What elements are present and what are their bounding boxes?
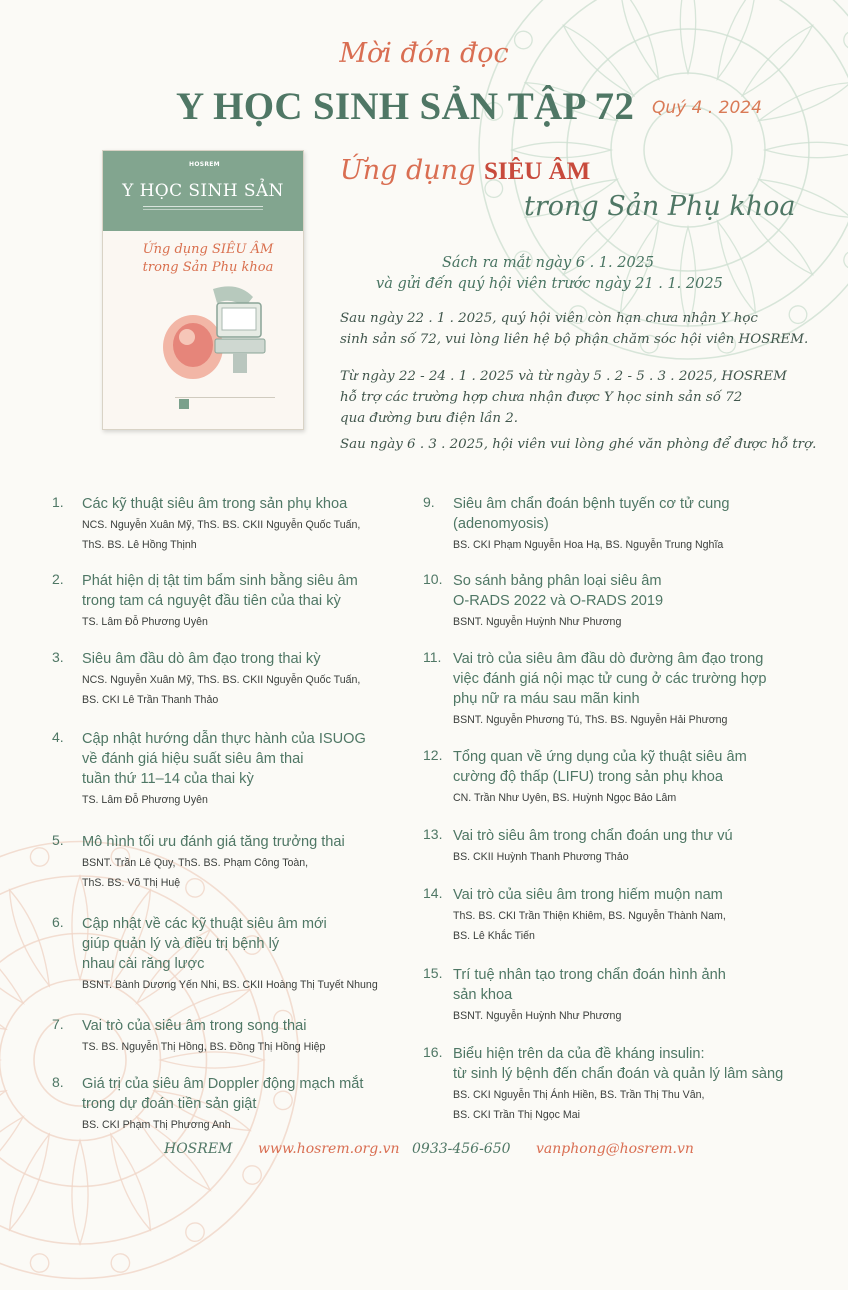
article-title-line: trong tam cá nguyệt đầu tiên của thai kỳ bbox=[82, 593, 341, 609]
article-item bbox=[52, 494, 422, 555]
article-author-line: NCS. Nguyễn Xuân Mỹ, ThS. BS. CKII Nguyễn Quốc Tuấn, bbox=[82, 674, 361, 686]
article-authors bbox=[82, 1115, 422, 1135]
article-number: 11. bbox=[423, 649, 442, 665]
article-title-line: về đánh giá hiệu suất siêu âm thai bbox=[82, 751, 304, 767]
article-number: 3. bbox=[52, 649, 64, 665]
article-authors bbox=[453, 710, 793, 730]
article-authors bbox=[453, 612, 793, 632]
article-title-line: Mô hình tối ưu đánh giá tăng trưởng thai bbox=[82, 834, 345, 850]
article-title bbox=[453, 1044, 793, 1084]
notice-line: Sau ngày 22 . 1 . 2025, quý hội viên còn hạn chưa nhận Y học bbox=[340, 311, 758, 326]
article-title-line: Vai trò của siêu âm đầu dò đường âm đạo trong bbox=[453, 651, 764, 667]
article-item bbox=[423, 747, 793, 808]
article-authors bbox=[82, 612, 422, 632]
mandala-petal bbox=[710, 218, 762, 315]
notice-line: hỗ trợ các trường hợp chưa nhận được Y học sinh sản số 72 bbox=[340, 390, 743, 405]
article-authors bbox=[453, 535, 793, 555]
article-title-line: Cập nhật về các kỹ thuật siêu âm mới bbox=[82, 916, 327, 932]
article-author-line: ThS. BS. Võ Thị Huệ bbox=[82, 877, 181, 889]
article-author-line: BS. CKII Huỳnh Thanh Phương Thảo bbox=[453, 851, 629, 863]
article-author-line: TS. Lâm Đỗ Phương Uyên bbox=[82, 616, 208, 628]
article-item bbox=[423, 571, 793, 632]
cover-divider bbox=[143, 206, 263, 210]
article-authors bbox=[453, 1085, 793, 1125]
article-authors bbox=[82, 1037, 422, 1057]
article-title bbox=[82, 914, 422, 974]
article-title-line: Cập nhật hướng dẫn thực hành của ISUOG bbox=[82, 731, 366, 747]
article-author-line: BSNT. Nguyễn Huỳnh Như Phương bbox=[453, 616, 622, 628]
notice-line: Sau ngày 6 . 3 . 2025, hội viên vui lòng ghé văn phòng để được hỗ trợ. bbox=[340, 437, 817, 452]
cover-theme-line2: trong Sản Phụ khoa bbox=[142, 260, 274, 275]
article-number: 12. bbox=[423, 747, 443, 763]
article-title bbox=[82, 649, 422, 669]
article-title-line: Siêu âm chẩn đoán bệnh tuyến cơ tử cung bbox=[453, 496, 730, 512]
notice-1 bbox=[340, 308, 830, 350]
mandala-dot bbox=[182, 1219, 208, 1245]
subject-prefix: Ứng dụng bbox=[340, 155, 484, 186]
book-cover bbox=[102, 150, 304, 430]
mandala-petal bbox=[756, 76, 848, 128]
mandala-petal bbox=[0, 982, 9, 1036]
notice-line: Từ ngày 22 - 24 . 1 . 2025 và từ ngày 5 . 2 - 5 . 3 . 2025, HOSREM bbox=[340, 369, 787, 384]
article-number: 14. bbox=[423, 885, 443, 901]
article-number: 15. bbox=[423, 965, 443, 981]
article-item bbox=[52, 649, 422, 710]
article-number: 16. bbox=[423, 1044, 443, 1060]
article-title-line: việc đánh giá nội mạc tử cung ở các trường hợp bbox=[453, 671, 767, 687]
article-author-line: BS. CKI Lê Trần Thanh Thảo bbox=[82, 694, 219, 706]
mandala-petal bbox=[765, 142, 848, 157]
mandala-petal bbox=[0, 1111, 29, 1196]
mandala-dot bbox=[239, 1162, 265, 1188]
article-title-line: Trí tuệ nhân tạo trong chẩn đoán hình ảnh bbox=[453, 967, 726, 983]
article-title bbox=[453, 571, 793, 611]
article-number: 9. bbox=[423, 494, 435, 510]
article-title-line: Tổng quan về ứng dụng của kỹ thuật siêu âm bbox=[453, 749, 747, 765]
cover-logo: HOSREM bbox=[189, 161, 220, 168]
ultrasound-illustration bbox=[153, 279, 273, 389]
article-title-line: từ sinh lý bệnh đến chẩn đoán và quản lý lâm sàng bbox=[453, 1066, 784, 1082]
article-item bbox=[52, 571, 422, 632]
article-author-line: BS. CKI Nguyễn Thị Ánh Hiền, BS. Trần Thị Thu Vân, bbox=[453, 1089, 705, 1101]
mandala-petal bbox=[2, 887, 56, 989]
article-title-line: Siêu âm đầu dò âm đạo trong thai kỳ bbox=[82, 651, 321, 667]
article-author-line: BS. CKI Phạm Thị Phương Anh bbox=[82, 1119, 231, 1131]
article-title-line: phụ nữ ra máu sau mãn kinh bbox=[453, 691, 640, 707]
article-title-line: sản khoa bbox=[453, 987, 513, 1003]
article-title bbox=[82, 494, 422, 514]
article-author-line: BS. CKI Phạm Nguyễn Hoa Hạ, BS. Nguyễn Trung Nghĩa bbox=[453, 539, 724, 551]
article-authors bbox=[453, 1006, 793, 1026]
article-title-line: trong dự đoán tiền sản giật bbox=[82, 1096, 257, 1112]
article-title bbox=[82, 1016, 422, 1036]
article-title bbox=[453, 965, 793, 1005]
article-number: 8. bbox=[52, 1074, 64, 1090]
notice-line: sinh sản số 72, vui lòng liên hệ bộ phận chăm sóc hội viên HOSREM. bbox=[340, 332, 809, 347]
article-author-line: NCS. Nguyễn Xuân Mỹ, ThS. BS. CKII Nguyễn Quốc Tuấn, bbox=[82, 519, 361, 531]
article-item bbox=[52, 729, 422, 810]
notice-3 bbox=[340, 434, 830, 455]
cover-theme-line1: Ứng dụng SIÊU ÂM bbox=[142, 242, 274, 257]
article-title-line: Giá trị của siêu âm Doppler động mạch mắt bbox=[82, 1076, 364, 1092]
footer-email-link[interactable]: vanphong@hosrem.vn bbox=[536, 1141, 694, 1157]
article-number: 7. bbox=[52, 1016, 64, 1032]
article-authors bbox=[82, 975, 422, 995]
article-author-line: BSNT. Nguyễn Phương Tú, ThS. BS. Nguyễn Hải Phương bbox=[453, 714, 728, 726]
mandala-dot bbox=[840, 248, 848, 272]
article-item bbox=[423, 885, 793, 946]
contents-left-column bbox=[52, 494, 422, 1135]
article-title bbox=[82, 832, 422, 852]
article-author-line: BSNT. Trần Lê Quy, ThS. BS. Phạm Công Toàn, bbox=[82, 857, 309, 869]
mandala-petal bbox=[0, 1083, 9, 1137]
delivery-date: và gửi đến quý hội viên trước ngày 21 . 1. 2025 bbox=[376, 276, 723, 292]
subject-line-1 bbox=[340, 155, 590, 186]
article-author-line: BSNT. Nguyễn Huỳnh Như Phương bbox=[453, 1010, 622, 1022]
article-authors bbox=[82, 853, 422, 893]
mandala-dot bbox=[29, 846, 51, 868]
article-authors bbox=[82, 790, 422, 810]
article-title bbox=[453, 747, 793, 787]
article-number: 10. bbox=[423, 571, 443, 587]
contents-right-column bbox=[423, 494, 793, 1125]
subject-highlight: SIÊU ÂM bbox=[483, 158, 591, 185]
article-author-line: TS. Lâm Đỗ Phương Uyên bbox=[82, 794, 208, 806]
article-title-line: cường độ thấp (LIFU) trong sản phụ khoa bbox=[453, 769, 724, 785]
footer-phone[interactable]: 0933-456-650 bbox=[412, 1141, 511, 1157]
article-authors bbox=[453, 847, 793, 867]
publisher-badge bbox=[179, 399, 189, 409]
article-item bbox=[423, 965, 793, 1026]
article-item bbox=[52, 1074, 422, 1135]
article-author-line: ThS. BS. Lê Hồng Thịnh bbox=[82, 539, 197, 551]
cover-footer-line bbox=[175, 397, 275, 412]
article-author-line: BS. CKI Trần Thị Ngọc Mai bbox=[453, 1109, 580, 1121]
article-title-line: Vai trò của siêu âm trong song thai bbox=[82, 1018, 307, 1034]
article-authors bbox=[82, 670, 422, 710]
article-title-line: So sánh bảng phân loại siêu âm bbox=[453, 573, 662, 589]
article-title-line: Vai trò siêu âm trong chẩn đoán ung thư vú bbox=[453, 828, 733, 844]
article-title bbox=[82, 571, 422, 611]
article-number: 4. bbox=[52, 729, 64, 745]
article-item bbox=[52, 914, 422, 995]
article-item bbox=[52, 832, 422, 893]
article-number: 2. bbox=[52, 571, 64, 587]
notice-line: qua đường bưu điện lần 2. bbox=[340, 411, 519, 426]
article-number: 6. bbox=[52, 914, 64, 930]
article-title-line: O-RADS 2022 và O-RADS 2019 bbox=[453, 593, 664, 609]
article-title bbox=[453, 826, 793, 846]
notice-2 bbox=[340, 366, 830, 429]
invite-heading: Mời đón đọc bbox=[339, 38, 509, 69]
article-title-line: Các kỹ thuật siêu âm trong sản phụ khoa bbox=[82, 496, 348, 512]
article-item bbox=[423, 649, 793, 730]
release-date: Sách ra mắt ngày 6 . 1. 2025 bbox=[442, 255, 655, 271]
article-author-line: TS. BS. Nguyễn Thị Hồng, BS. Đồng Thị Hồng Hiệp bbox=[82, 1041, 326, 1053]
article-title-line: (adenomyosis) bbox=[453, 516, 549, 532]
article-title-line: tuần thứ 11–14 của thai kỳ bbox=[82, 771, 254, 787]
mandala-petal bbox=[72, 1141, 88, 1245]
issue-quarter: Quý 4 . 2024 bbox=[652, 98, 762, 118]
article-author-line: BS. Lê Khắc Tiến bbox=[453, 930, 535, 942]
article-title bbox=[453, 885, 793, 905]
article-authors bbox=[453, 788, 793, 808]
article-title-line: giúp quản lý và điều trị bệnh lý bbox=[82, 936, 280, 952]
article-title-line: Biểu hiện trên da của đề kháng insulin: bbox=[453, 1046, 705, 1062]
footer-brand: HOSREM bbox=[164, 1141, 233, 1157]
article-author-line: ThS. BS. CKI Trần Thiện Khiêm, BS. Nguyễn Thành Nam, bbox=[453, 910, 726, 922]
article-title bbox=[453, 494, 793, 534]
article-title-line: Phát hiện dị tật tim bẩm sinh bằng siêu âm bbox=[82, 573, 358, 589]
article-title bbox=[82, 729, 422, 789]
footer-website-link[interactable]: www.hosrem.org.vn bbox=[258, 1141, 400, 1157]
cover-theme bbox=[123, 241, 293, 277]
mandala-petal bbox=[2, 1131, 56, 1233]
article-authors bbox=[82, 515, 422, 555]
mandala-petal bbox=[103, 1131, 157, 1233]
mandala-dot bbox=[29, 1252, 51, 1274]
article-number: 13. bbox=[423, 826, 443, 842]
article-item bbox=[423, 826, 793, 867]
article-author-line: BSNT. Bành Dương Yến Nhi, BS. CKII Hoàng Thị Tuyết Nhung bbox=[82, 979, 378, 991]
cover-title: Y HỌC SINH SẢN bbox=[122, 181, 284, 201]
article-item bbox=[52, 1016, 422, 1057]
article-item bbox=[423, 494, 793, 555]
article-number: 5. bbox=[52, 832, 64, 848]
article-title bbox=[82, 1074, 422, 1114]
article-title-line: Vai trò của siêu âm trong hiếm muộn nam bbox=[453, 887, 723, 903]
subject-line-2: trong Sản Phụ khoa bbox=[524, 191, 796, 222]
page-title: Y HỌC SINH SẢN TẬP 72 bbox=[176, 85, 635, 128]
article-authors bbox=[453, 906, 793, 946]
article-title-line: nhau cài răng lược bbox=[82, 956, 205, 972]
mandala-petal bbox=[0, 924, 29, 1009]
mandala-dot bbox=[110, 1252, 132, 1274]
article-item bbox=[423, 1044, 793, 1125]
article-number: 1. bbox=[52, 494, 64, 510]
article-title bbox=[453, 649, 793, 709]
article-author-line: CN. Trần Như Uyên, BS. Huỳnh Ngọc Bảo Lâm bbox=[453, 792, 677, 804]
